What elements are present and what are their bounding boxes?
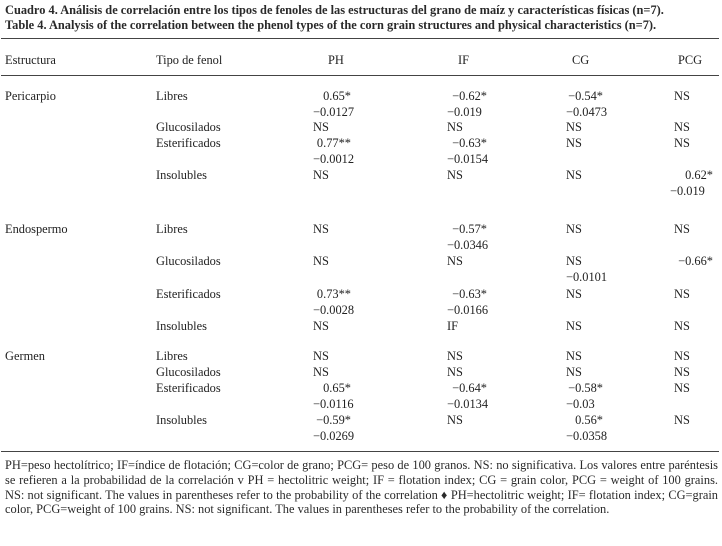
cell-cg-value: NS (566, 168, 582, 182)
cell-if-value: IF (447, 319, 459, 333)
cell-pcg-value: −0.66* (678, 254, 713, 268)
cell-cg-value: NS (566, 136, 582, 150)
structure-label: Germen (5, 349, 45, 363)
header-if: IF (458, 53, 470, 67)
structure-label: Endospermo (5, 222, 68, 236)
cell-ph-value: NS (313, 319, 329, 333)
cell-cg-value: 0.56* (575, 413, 603, 427)
phenol-type: Libres (156, 222, 188, 236)
cell-pcg-probability: −0.019 (670, 184, 705, 198)
cell-ph-value: 0.65* (323, 89, 351, 103)
cell-if-value: −0.64* (452, 381, 487, 395)
cell-cg-value: NS (566, 287, 582, 301)
footnote: PH=peso hectolítrico; IF=índice de flotación; CG=color de grano; PCG= peso de 100 granos. NS: no significativa. Los valores entre paréntesis se refieren a la probabilidad de la correlación v PH = hectolitric weight; IF = flotation index; CG = grain color, PCG = weight of 100 grains. NS: not significant. The values in parentheses refer to the probability of the correlation ♦ PH=hectolitric weight; IF= flotation index; CG=grain color, PCG=weight of 100 grains. NS: not significant. The values in parentheses refer to the probability of the correlation. (5, 458, 718, 517)
phenol-type: Esterificados (156, 287, 221, 301)
cell-ph-value: 0.77** (316, 136, 351, 150)
cell-cg-probability: −0.0473 (566, 105, 608, 119)
cell-ph-probability: −0.0012 (313, 152, 355, 166)
cell-if-probability: −0.0134 (447, 397, 489, 411)
cell-pcg-value: 0.62* (685, 168, 713, 182)
phenol-type: Libres (156, 349, 188, 363)
phenol-type: Glucosilados (156, 365, 221, 379)
table-caption (5, 3, 717, 33)
cell-if-value: −0.63* (452, 136, 487, 150)
cell-if-probability: −0.0154 (447, 152, 489, 166)
top-rule (1, 38, 719, 39)
cell-if-value: NS (447, 365, 463, 379)
cell-ph-value: NS (313, 254, 329, 268)
cell-pcg-value: NS (674, 287, 690, 301)
cell-ph-value: NS (313, 168, 329, 182)
phenol-type: Esterificados (156, 136, 221, 150)
cell-ph-probability: −0.0127 (313, 105, 355, 119)
cell-pcg-value: NS (674, 222, 690, 236)
cell-cg-value: −0.54* (568, 89, 603, 103)
structure-label: Pericarpio (5, 89, 56, 103)
cell-cg-value: NS (566, 222, 582, 236)
cell-pcg-value: NS (674, 365, 690, 379)
cell-ph-probability: −0.0028 (313, 303, 355, 317)
cell-if-value: NS (447, 349, 463, 363)
header-cg: CG (572, 53, 590, 67)
header-ph: PH (328, 53, 344, 67)
cell-if-value: NS (447, 413, 463, 427)
cell-ph-probability: −0.0269 (313, 429, 355, 443)
cell-cg-probability: −0.0358 (566, 429, 608, 443)
caption-english: Table 4. Analysis of the correlation between the phenol types of the corn grain structures and physical characteristics (n=7). (5, 18, 657, 32)
cell-pcg-value: NS (674, 381, 690, 395)
phenol-type: Insolubles (156, 413, 207, 427)
header-rule (1, 75, 719, 76)
phenol-type: Glucosilados (156, 254, 221, 268)
cell-ph-value: 0.65* (323, 381, 351, 395)
cell-ph-probability: −0.0116 (313, 397, 354, 411)
cell-cg-value: NS (566, 319, 582, 333)
header-tipo-fenol: Tipo de fenol (156, 53, 223, 67)
cell-if-value: NS (447, 254, 463, 268)
cell-pcg-value: NS (674, 136, 690, 150)
cell-cg-value: NS (566, 254, 582, 268)
phenol-type: Libres (156, 89, 188, 103)
cell-ph-value: −0.59* (316, 413, 351, 427)
cell-if-value: −0.62* (452, 89, 487, 103)
phenol-type: Insolubles (156, 168, 207, 182)
cell-if-value: NS (447, 120, 463, 134)
header-pcg: PCG (678, 53, 703, 67)
cell-cg-value: NS (566, 120, 582, 134)
phenol-type: Esterificados (156, 381, 221, 395)
header-estructura: Estructura (5, 53, 56, 67)
cell-pcg-value: NS (674, 89, 690, 103)
cell-ph-value: 0.73** (316, 287, 351, 301)
cell-ph-value: NS (313, 222, 329, 236)
cell-pcg-value: NS (674, 319, 690, 333)
cell-if-value: NS (447, 168, 463, 182)
cell-pcg-value: NS (674, 413, 690, 427)
cell-ph-value: NS (313, 120, 329, 134)
cell-cg-value: −0.58* (568, 381, 603, 395)
cell-cg-probability: −0.0101 (566, 270, 608, 284)
cell-if-value: −0.63* (452, 287, 487, 301)
cell-ph-value: NS (313, 365, 329, 379)
phenol-type: Glucosilados (156, 120, 221, 134)
cell-if-value: −0.57* (452, 222, 487, 236)
cell-cg-value: NS (566, 365, 582, 379)
cell-cg-probability: −0.03 (566, 397, 595, 411)
cell-cg-value: NS (566, 349, 582, 363)
cell-pcg-value: NS (674, 120, 690, 134)
cell-ph-value: NS (313, 349, 329, 363)
caption-spanish: Cuadro 4. Análisis de correlación entre los tipos de fenoles de las estructuras del grano de maíz y características físicas (n=7). (5, 3, 664, 17)
cell-pcg-value: NS (674, 349, 690, 363)
cell-if-probability: −0.0166 (447, 303, 489, 317)
phenol-type: Insolubles (156, 319, 207, 333)
bottom-rule (1, 451, 719, 452)
cell-if-probability: −0.019 (447, 105, 482, 119)
cell-if-probability: −0.0346 (447, 238, 489, 252)
